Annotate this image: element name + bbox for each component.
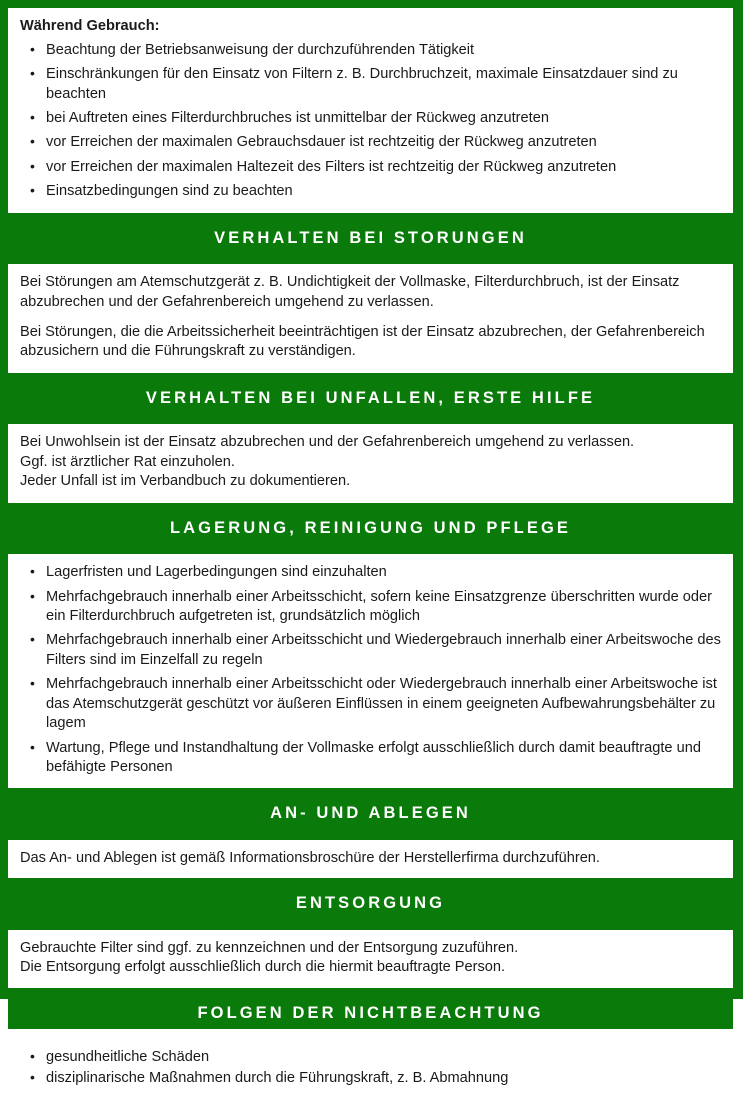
section-panel-during-use	[8, 8, 733, 213]
section-header-disposal: ENTSORGUNG	[8, 888, 733, 920]
list-item: • Einsatzbedingungen sind zu beachten	[18, 182, 723, 201]
consequences-bullet-list	[18, 1048, 723, 1088]
section-header-accidents-first-aid: VERHALTEN BEI UNFALLEN, ERSTE HILFE	[8, 383, 733, 415]
text-line: Bei Unwohlsein ist der Einsatz abzubrechen und der Gefahrenbereich umgehend zu verlassen.	[20, 434, 635, 451]
during-use-bullet-list	[18, 41, 723, 202]
section-header-donning-doffing: AN- UND ABLEGEN	[8, 798, 733, 830]
list-item: • Einschränkungen für den Einsatz von Filtern z. B. Durchbruchzeit, maximale Einsatzdauer sind zu beachten	[18, 65, 723, 104]
list-item: • vor Erreichen der maximalen Gebrauchsdauer ist rechtzeitig der Rückweg anzutreten	[18, 133, 723, 152]
paragraph: Bei Störungen, die die Arbeitssicherheit beeinträchtigen ist der Einsatz abzubrechen, der Gefahrenbereich abzusichern und die Führungskraft zu verständigen.	[20, 323, 705, 360]
text-line: Das An- und Ablegen ist gemäß Informationsbroschüre der Herstellerfirma durchzuführen.	[20, 849, 600, 866]
storage-bullet-list	[18, 563, 723, 777]
list-item: • Mehrfachgebrauch innerhalb einer Arbeitsschicht oder Wiedergebrauch innerhalb einer Arbeitswoche ist das Atemschutzgerät geschützt vor äußeren Einflüssen in einem geeigneten Aufbewahrungsbehälter zu lagem	[18, 675, 723, 733]
list-item: • Mehrfachgebrauch innerhalb einer Arbeitsschicht, sofern keine Einsatzgrenze überschritten wurde oder ein Filterdurchbruch aufgetreten ist, grundsätzlich möglich	[18, 588, 723, 627]
section-panel-donning-doffing	[8, 840, 733, 878]
paragraph-block	[20, 939, 723, 978]
list-item: • disziplinarische Maßnahmen durch die Führungskraft, z. B. Abmahnung	[18, 1069, 723, 1088]
list-item: • vor Erreichen der maximalen Haltezeit des Filters ist rechtzeitig der Rückweg anzutreten	[18, 158, 723, 177]
list-item: • Wartung, Pflege und Instandhaltung der Vollmaske erfolgt ausschließlich durch damit beauftragte und befähigte Personen	[18, 739, 723, 778]
paragraph-block	[20, 849, 723, 868]
section-header-storage-cleaning-care: LAGERUNG, REINIGUNG UND PFLEGE	[8, 513, 733, 545]
text-line: Jeder Unfall ist im Verbandbuch zu dokumentieren.	[20, 473, 351, 490]
paragraph: Bei Störungen am Atemschutzgerät z. B. Undichtigkeit der Vollmaske, Filterdurchbruch, ist der Einsatz abzubrechen und der Gefahrenbereich umgehend zu verlassen.	[20, 274, 680, 310]
list-item: • gesundheitliche Schäden	[18, 1048, 723, 1067]
list-item: • Beachtung der Betriebsanweisung der durchzuführenden Tätigkeit	[18, 41, 723, 60]
text-line: Ggf. ist ärztlicher Rat einzuholen.	[20, 453, 235, 470]
section-header-consequences: FOLGEN DER NICHTBEACHTUNG	[8, 998, 733, 1030]
section-panel-accidents-first-aid	[8, 424, 733, 502]
section-panel-malfunctions	[8, 264, 733, 373]
section-panel-disposal	[8, 930, 733, 988]
list-item: • bei Auftreten eines Filterdurchbruches ist unmittelbar der Rückweg anzutreten	[18, 109, 723, 128]
section-header-malfunctions: VERHALTEN BEI STORUNGEN	[8, 223, 733, 255]
list-item: • Lagerfristen und Lagerbedingungen sind einzuhalten	[18, 563, 723, 582]
during-use-heading: Während Gebrauch:	[20, 18, 160, 34]
text-line: Gebrauchte Filter sind ggf. zu kennzeichnen und der Entsorgung zuzuführen.	[20, 939, 519, 956]
section-panel-storage-cleaning-care	[8, 554, 733, 788]
paragraph-block	[20, 433, 723, 491]
section-panel-consequences	[8, 1039, 733, 1100]
document-body	[8, 8, 733, 1086]
list-item: • Mehrfachgebrauch innerhalb einer Arbeitsschicht und Wiedergebrauch innerhalb einer Arbeitswoche des Filters sind im Einzelfall zu regeln	[18, 631, 723, 670]
text-line: Die Entsorgung erfolgt ausschließlich durch die hiermit beauftragte Person.	[20, 959, 506, 976]
